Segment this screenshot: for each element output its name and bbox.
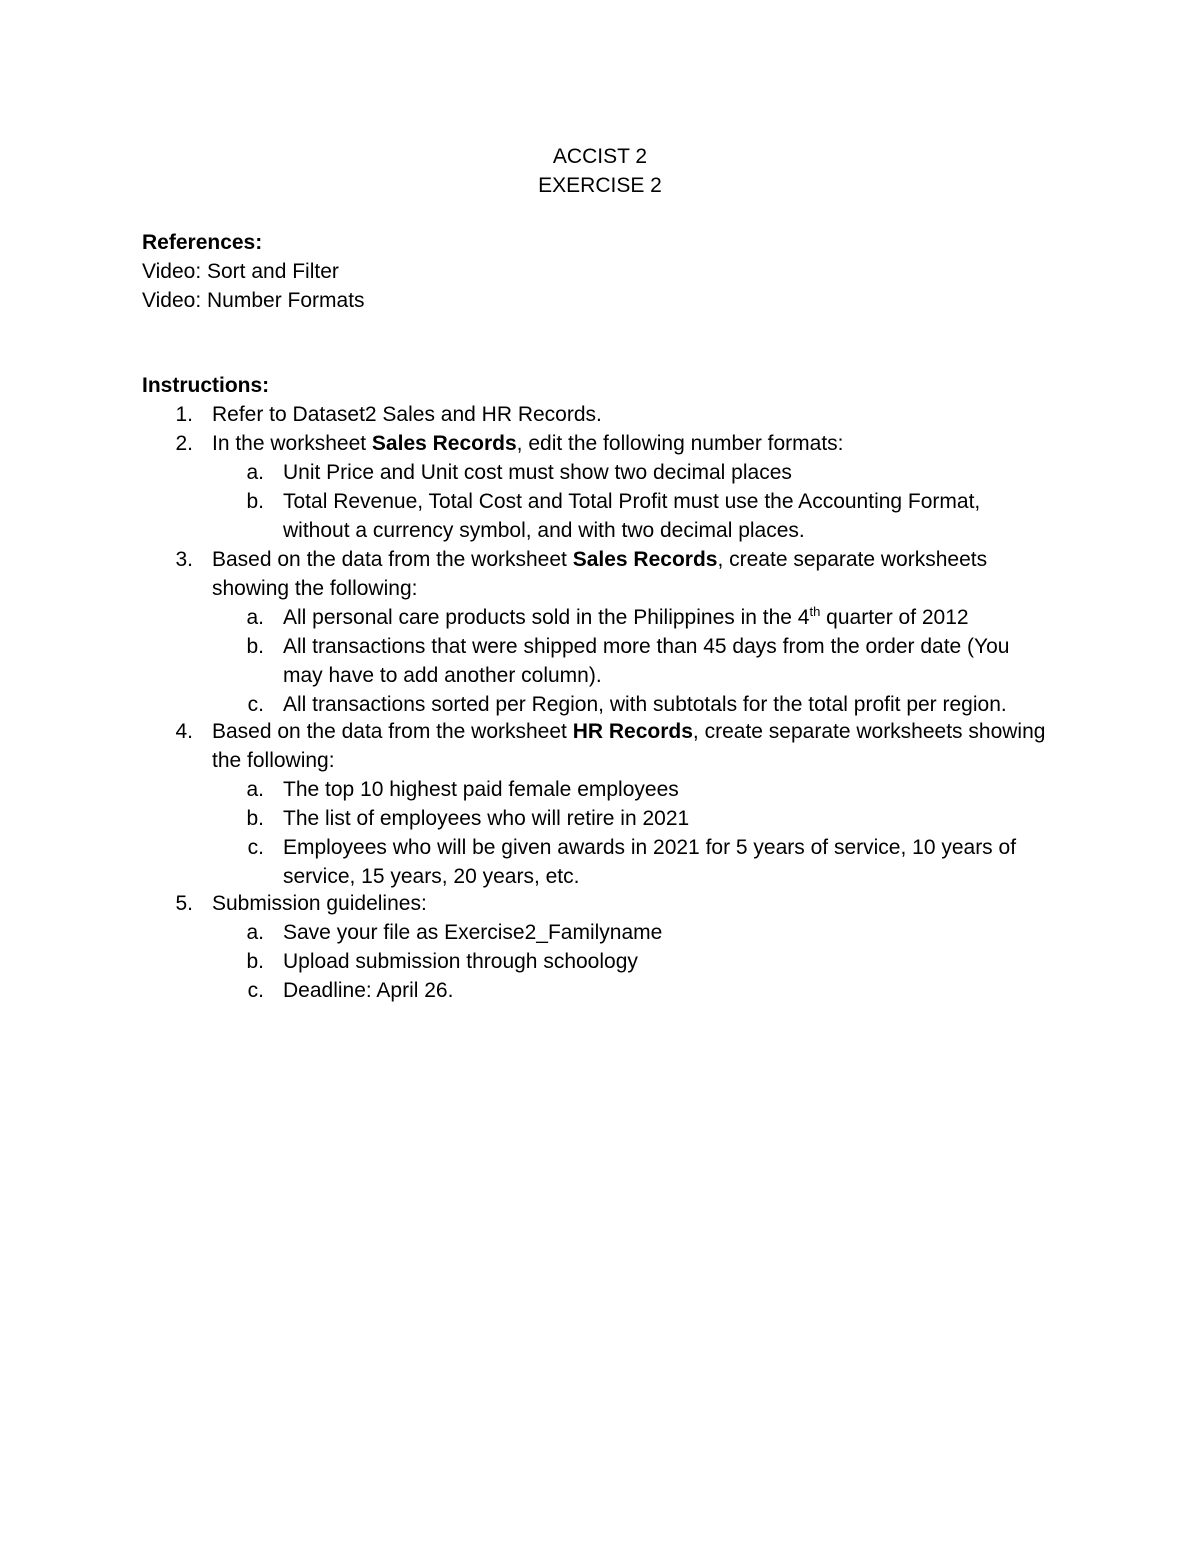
list-number: 5. [175,892,193,915]
instruction-text: , create separate worksheets showing [692,720,1046,743]
list-letter: c. [247,836,264,859]
instructions-heading: Instructions: [142,374,270,397]
list-number: 3. [175,548,193,571]
list-letter: b. [246,950,264,973]
sub-item: Unit Price and Unit cost must show two decimal places [283,461,792,484]
list-letter: a. [246,461,264,484]
sub-item: Deadline: April 26. [283,979,454,1002]
list-number: 1. [175,403,193,426]
sub-item: Total Revenue, Total Cost and Total Profit must use the Accounting Format, [283,490,981,513]
reference-item: Video: Number Formats [142,289,365,312]
instruction-text: , create separate worksheets [717,548,988,571]
list-letter: a. [246,606,264,629]
sub-item: The list of employees who will retire in 2021 [283,807,690,830]
instruction-continuation: showing the following: [212,577,418,600]
list-letter: b. [246,635,264,658]
instruction-item-1: Refer to Dataset2 Sales and HR Records. [212,403,602,426]
sub-item: The top 10 highest paid female employees [283,778,679,801]
instruction-item-5: Submission guidelines: [212,892,427,915]
ordinal-suffix: th [809,604,821,619]
sub-item: All transactions that were shipped more than 45 days from the order date (You [283,635,1010,658]
sub-item: Employees who will be given awards in 2021 for 5 years of service, 10 years of [283,836,1017,859]
list-letter: c. [247,693,264,716]
worksheet-name: Sales Records [371,432,517,455]
sub-item-continuation: may have to add another column). [283,664,602,687]
document-subtitle: EXERCISE 2 [538,174,662,197]
reference-item: Video: Sort and Filter [142,260,339,283]
list-letter: a. [246,778,264,801]
instruction-text: In the worksheet [212,432,372,455]
references-heading: References: [142,231,263,254]
sub-item-text: quarter of 2012 [820,606,969,629]
instruction-continuation: the following: [212,749,335,772]
worksheet-name: HR Records [572,720,693,743]
worksheet-name: Sales Records [572,548,718,571]
instruction-item-3 [212,545,987,574]
list-number: 4. [175,720,193,743]
document-title: ACCIST 2 [552,145,648,168]
list-letter: b. [246,490,264,513]
sub-item-continuation: service, 15 years, 20 years, etc. [283,865,580,888]
instruction-item-4 [212,717,1045,746]
sub-item: Save your file as Exercise2_Familyname [283,921,663,944]
sub-item-continuation: without a currency symbol, and with two decimal places. [283,519,805,542]
instruction-text: Based on the data from the worksheet [212,720,573,743]
sub-item-text: All personal care products sold in the Philippines in the 4 [283,606,810,629]
instruction-item-2 [212,429,844,458]
instruction-text: , edit the following number formats: [516,432,844,455]
sub-item [283,603,969,632]
list-letter: c. [247,979,264,1002]
instruction-text: Based on the data from the worksheet [212,548,573,571]
list-letter: a. [246,921,264,944]
sub-item: Upload submission through schoology [283,950,638,973]
sub-item: All transactions sorted per Region, with subtotals for the total profit per region. [283,693,1007,716]
list-number: 2. [175,432,193,455]
list-letter: b. [246,807,264,830]
